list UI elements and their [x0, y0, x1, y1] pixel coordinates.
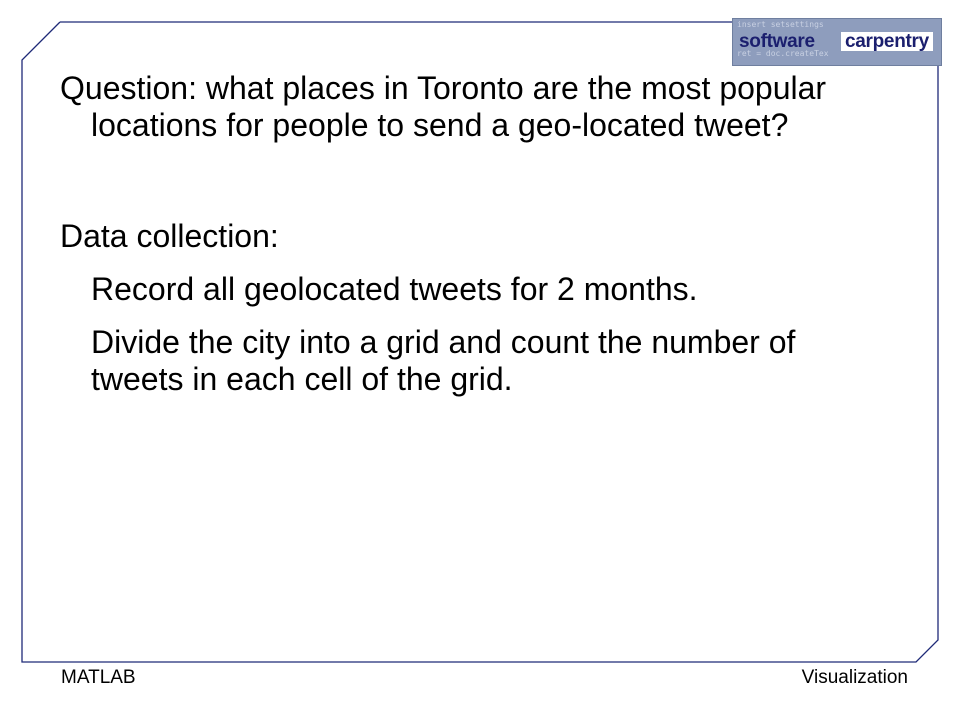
- logo-code-text-top: insert setsettings: [737, 20, 824, 29]
- bullet-record: Record all geolocated tweets for 2 months.: [91, 271, 698, 307]
- bullet-divide: Divide the city into a grid and count the number of tweets in each cell of the grid.: [91, 324, 796, 397]
- footer-right-label: Visualization: [801, 667, 908, 688]
- data-collection-heading: Data collection:: [60, 218, 279, 254]
- spacer: [60, 144, 860, 218]
- logo-word-software: software: [739, 31, 815, 52]
- question-text: Question: what places in Toronto are the most popular locations for people to send a geo-located tweet?: [60, 70, 827, 143]
- software-carpentry-logo: [732, 18, 942, 66]
- slide-body: [60, 70, 860, 398]
- spacer: [60, 308, 860, 324]
- spacer: [60, 255, 860, 271]
- footer-left-label: MATLAB: [61, 667, 136, 688]
- logo-word-carpentry: carpentry: [841, 32, 933, 51]
- logo-code-text-bottom: ret = doc.createTex: [737, 49, 829, 58]
